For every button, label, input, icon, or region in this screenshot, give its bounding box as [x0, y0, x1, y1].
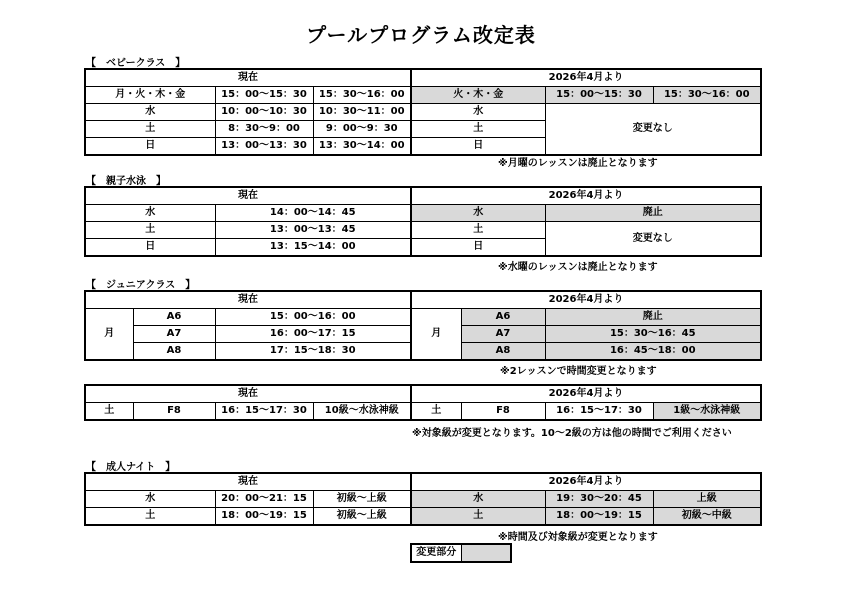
new-day-cell: 火・木・金	[411, 87, 545, 104]
new-day-cell: 水	[411, 205, 545, 222]
header-now: 現在	[85, 291, 411, 309]
new-day-cell: 日	[411, 138, 545, 156]
new-class-cell: F8	[461, 403, 545, 421]
table-row	[85, 222, 761, 239]
time-cell: 13：00～13：45	[215, 222, 411, 239]
time-cell: 15：30～16：00	[313, 87, 411, 104]
baby-class-table	[84, 68, 762, 156]
day-cell: 水	[85, 491, 215, 508]
note-junior: ※2レッスンで時間変更となります	[500, 366, 657, 377]
new-time-cell: 15：30～16：45	[545, 326, 761, 343]
new-day-cell: 水	[411, 104, 545, 121]
legend-swatch	[461, 544, 511, 562]
time-cell: 15：00～16：00	[215, 309, 411, 326]
time-cell: 16：15～17：30	[215, 403, 313, 421]
junior-table	[84, 290, 762, 361]
day-cell: 土	[85, 121, 215, 138]
table-row	[85, 104, 761, 121]
new-day-cell: 土	[411, 121, 545, 138]
table-row	[85, 205, 761, 222]
new-class-cell: A8	[461, 343, 545, 361]
time-cell: 10：30～11：00	[313, 104, 411, 121]
new-day-cell: 月	[411, 309, 461, 361]
abolished-cell: 廃止	[545, 205, 761, 222]
header-from: 2026年4月より	[411, 385, 761, 403]
unchanged-cell: 変更なし	[545, 104, 761, 156]
new-time-cell: 15：00～15：30	[545, 87, 653, 104]
new-time-cell: 18：00～19：15	[545, 508, 653, 526]
day-cell: 水	[85, 104, 215, 121]
new-day-cell: 土	[411, 403, 461, 421]
new-day-cell: 土	[411, 508, 545, 526]
time-cell: 10：00～10：30	[215, 104, 313, 121]
header-now: 現在	[85, 385, 411, 403]
day-cell: 土	[85, 508, 215, 526]
section-label-adult: 【 成人ナイト 】	[86, 462, 176, 473]
time-cell: 14：00～14：45	[215, 205, 411, 222]
day-cell: 水	[85, 205, 215, 222]
day-cell: 月	[85, 309, 133, 361]
table-row	[85, 491, 761, 508]
level-cell: 初級～上級	[313, 491, 411, 508]
time-cell: 16：00～17：15	[215, 326, 411, 343]
note-oyako: ※水曜のレッスンは廃止となります	[498, 262, 658, 273]
new-day-cell: 土	[411, 222, 545, 239]
page-title: プールプログラム改定表	[306, 23, 536, 47]
class-cell: F8	[133, 403, 215, 421]
header-from: 2026年4月より	[411, 187, 761, 205]
oyako-table	[84, 186, 762, 257]
time-cell: 15：00～15：30	[215, 87, 313, 104]
time-cell: 20：00～21：15	[215, 491, 313, 508]
new-day-cell: 水	[411, 491, 545, 508]
section-label-baby: 【 ベビークラス 】	[86, 58, 186, 69]
new-level-cell: 上級	[653, 491, 761, 508]
new-class-cell: A6	[461, 309, 545, 326]
table-row	[85, 508, 761, 526]
new-time-cell: 19：30～20：45	[545, 491, 653, 508]
new-time-cell: 16：45～18：00	[545, 343, 761, 361]
adult-table	[84, 472, 762, 526]
day-cell: 土	[85, 403, 133, 421]
time-cell: 13：00～13：30	[215, 138, 313, 156]
table-row	[85, 403, 761, 421]
time-cell: 17：15～18：30	[215, 343, 411, 361]
new-time-cell: 15：30～16：00	[653, 87, 761, 104]
header-now: 現在	[85, 69, 411, 87]
table-row	[85, 87, 761, 104]
unchanged-cell: 変更なし	[545, 222, 761, 257]
header-now: 現在	[85, 187, 411, 205]
f8-table	[84, 384, 762, 421]
note-baby: ※月曜のレッスンは廃止となります	[498, 158, 658, 169]
time-cell: 13：15～14：00	[215, 239, 411, 257]
header-from: 2026年4月より	[411, 291, 761, 309]
time-cell: 8：30～9：00	[215, 121, 313, 138]
header-from: 2026年4月より	[411, 473, 761, 491]
new-level-cell: 初級～中級	[653, 508, 761, 526]
level-cell: 初級～上級	[313, 508, 411, 526]
class-cell: A8	[133, 343, 215, 361]
time-cell: 18：00～19：15	[215, 508, 313, 526]
time-cell: 9：00～9：30	[313, 121, 411, 138]
table-row	[85, 309, 761, 326]
day-cell: 日	[85, 239, 215, 257]
section-label-junior: 【 ジュニアクラス 】	[86, 280, 196, 291]
legend-label: 変更部分	[411, 544, 461, 562]
new-class-cell: A7	[461, 326, 545, 343]
day-cell: 土	[85, 222, 215, 239]
note-f8: ※対象級が変更となります。10～2級の方は他の時間でご利用ください	[412, 428, 732, 439]
header-now: 現在	[85, 473, 411, 491]
day-cell: 日	[85, 138, 215, 156]
abolished-cell: 廃止	[545, 309, 761, 326]
section-label-oyako: 【 親子水泳 】	[86, 176, 166, 187]
note-adult: ※時間及び対象級が変更となります	[498, 532, 658, 543]
level-cell: 10級～水泳神級	[313, 403, 411, 421]
new-time-cell: 16：15～17：30	[545, 403, 653, 421]
header-from: 2026年4月より	[411, 69, 761, 87]
time-cell: 13：30～14：00	[313, 138, 411, 156]
new-level-cell: 1級～水泳神級	[653, 403, 761, 421]
class-cell: A6	[133, 309, 215, 326]
day-cell: 月・火・木・金	[85, 87, 215, 104]
legend-table	[410, 543, 512, 563]
new-day-cell: 日	[411, 239, 545, 257]
class-cell: A7	[133, 326, 215, 343]
